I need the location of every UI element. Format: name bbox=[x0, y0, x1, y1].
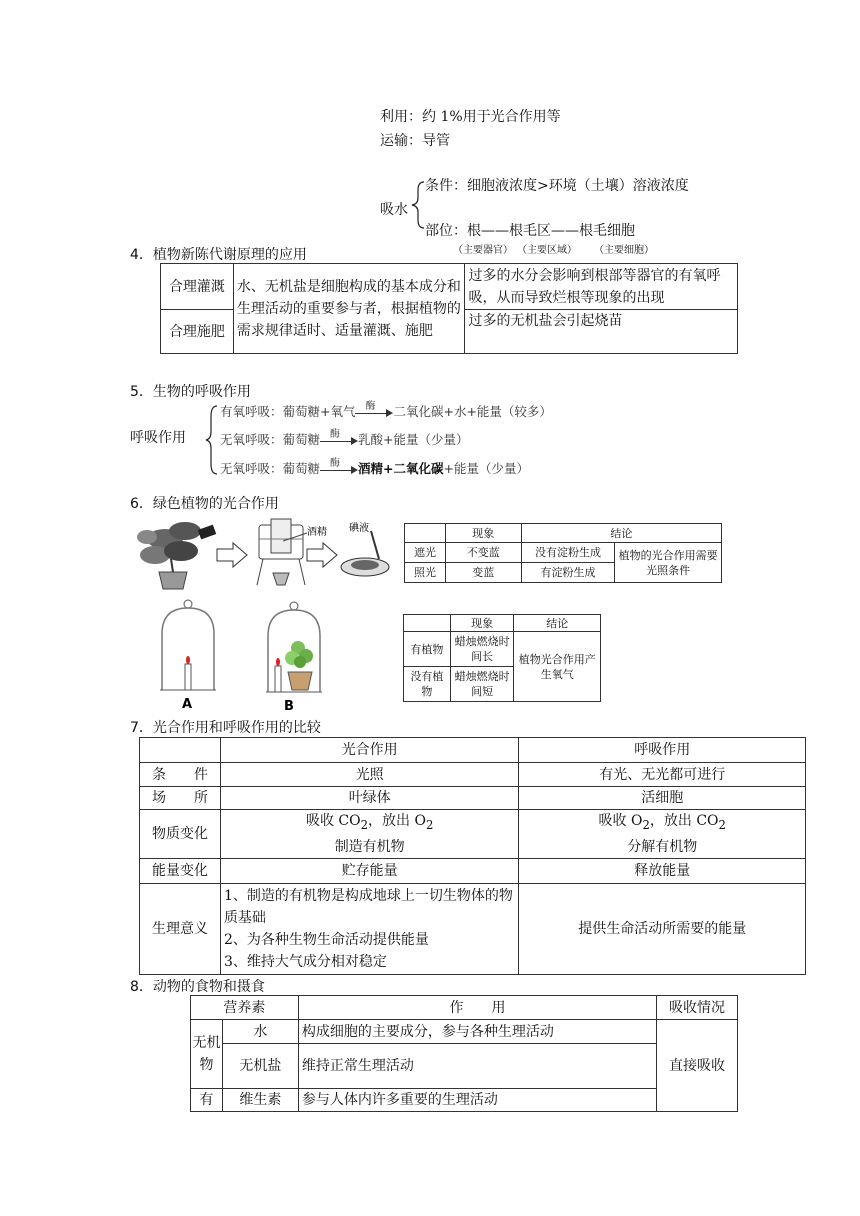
water-condition: 条件：细胞液浓度>环境（土壤）溶液浓度 bbox=[425, 178, 689, 194]
header-function: 作 用 bbox=[298, 996, 656, 1020]
petri-dish-icon bbox=[341, 521, 389, 576]
oxygen-result-table bbox=[403, 614, 601, 702]
function-vitamin: 参与人体内许多重要的生理活动 bbox=[298, 1089, 656, 1112]
aerobic-products: 二氧化碳+水+能量（较多） bbox=[393, 404, 552, 419]
row-label-without-plant: 没有植物 bbox=[404, 667, 451, 702]
inorganic-group-label: 无机物 bbox=[191, 1020, 223, 1089]
enzyme-label: 酶 bbox=[330, 457, 341, 469]
resp-matter: 吸收 $O_2$，放出 $CO_2$ 分解有机物 bbox=[519, 810, 806, 859]
result-shade: 没有淀粉生成 bbox=[521, 543, 615, 563]
resp-energy: 释放能量 bbox=[519, 858, 806, 883]
oxygen-conclusion: 植物光合作用产生氧气 bbox=[514, 632, 601, 702]
enzyme-arrow bbox=[320, 428, 358, 448]
water-absorb-label: 吸水 bbox=[380, 202, 408, 218]
arrow-right-icon bbox=[307, 543, 337, 567]
absorption-direct: 直接吸收 bbox=[657, 1020, 738, 1112]
resp-significance: 提供生命活动所需要的能量 bbox=[519, 883, 806, 974]
water-note-region: （主要区域） bbox=[517, 245, 577, 256]
header-phenomenon: 现象 bbox=[450, 615, 514, 632]
enzyme-arrow bbox=[355, 400, 393, 420]
section-6-heading: 6．绿色植物的光合作用 bbox=[130, 496, 279, 512]
jar-label-a: A bbox=[182, 697, 193, 712]
water-transport-line: 运输：导管 bbox=[380, 133, 450, 149]
table-row bbox=[405, 543, 722, 563]
starch-conclusion: 植物的光合作用需要光照条件 bbox=[615, 543, 722, 583]
section-5-heading: 5．生物的呼吸作用 bbox=[130, 384, 251, 400]
bell-jar-b-icon bbox=[266, 602, 322, 714]
anaerobic-reactants: 无氧呼吸：葡萄糖 bbox=[220, 461, 321, 476]
phenomenon-with-plant: 蜡烛燃烧时间长 bbox=[450, 632, 514, 667]
application-table bbox=[160, 263, 738, 354]
table-row bbox=[191, 1020, 738, 1044]
photo-energy: 贮存能量 bbox=[220, 858, 519, 883]
water-note-cell: （主要细胞） bbox=[594, 245, 654, 256]
row-label-condition: 条 件 bbox=[140, 763, 221, 787]
table-row bbox=[140, 883, 806, 974]
iodine-label: 碘液 bbox=[349, 523, 369, 534]
header-nutrient: 营养素 bbox=[191, 996, 299, 1020]
phenomenon-without-plant: 蜡烛燃烧时间短 bbox=[450, 667, 514, 702]
table-row bbox=[140, 858, 806, 883]
bell-jar-figure bbox=[160, 598, 330, 714]
nutrient-vitamin: 维生素 bbox=[222, 1089, 298, 1112]
alcohol-label: 酒精 bbox=[307, 527, 327, 538]
header-conclusion: 结论 bbox=[521, 524, 721, 543]
aerobic-equation bbox=[220, 402, 552, 420]
row-label-irrigation: 合理灌溉 bbox=[161, 264, 234, 310]
application-basis: 水、无机盐是细胞构成的基本成分和生理活动的重要参与者，根据植物的需求规律适时、适量灌溉、施肥 bbox=[233, 264, 465, 354]
water-use-line: 利用：约 1%用于光合作用等 bbox=[380, 109, 561, 125]
jar-label-b: B bbox=[284, 699, 294, 714]
organic-group-label: 有 bbox=[191, 1089, 223, 1112]
potted-plant-icon bbox=[137, 522, 216, 589]
phenomenon-light: 变蓝 bbox=[445, 563, 521, 583]
nutrient-water: 水 bbox=[222, 1020, 298, 1044]
table-row bbox=[191, 996, 738, 1020]
header-respiration: 呼吸作用 bbox=[519, 738, 806, 763]
table-row bbox=[161, 264, 738, 310]
resp-place: 活细胞 bbox=[519, 787, 806, 810]
enzyme-label: 酶 bbox=[365, 400, 376, 412]
row-label-energy: 能量变化 bbox=[140, 858, 221, 883]
bell-jar-a-icon bbox=[160, 600, 216, 712]
row-label-with-plant: 有植物 bbox=[404, 632, 451, 667]
photo-condition: 光照 bbox=[220, 763, 519, 787]
result-light: 有淀粉生成 bbox=[521, 563, 615, 583]
anaerobic-lactic-equation bbox=[220, 430, 469, 448]
row-label-place: 场 所 bbox=[140, 787, 221, 810]
section-7-heading: 7．光合作用和呼吸作用的比较 bbox=[130, 720, 321, 736]
table-row bbox=[140, 810, 806, 859]
enzyme-label: 酶 bbox=[330, 428, 341, 440]
phenomenon-shade: 不变蓝 bbox=[445, 543, 521, 563]
header-conclusion: 结论 bbox=[514, 615, 601, 632]
enzyme-arrow bbox=[320, 457, 358, 477]
respiration-brace bbox=[204, 404, 220, 476]
table-row bbox=[404, 615, 601, 632]
photo-place: 叶绿体 bbox=[220, 787, 519, 810]
alcohol-energy: +能量（少量） bbox=[443, 461, 529, 476]
water-note-organ: （主要器官） bbox=[453, 245, 513, 256]
table-row bbox=[140, 763, 806, 787]
section-4-heading: 4．植物新陈代谢原理的应用 bbox=[130, 247, 307, 263]
nutrient-salt: 无机盐 bbox=[222, 1044, 298, 1089]
starch-result-table bbox=[404, 523, 722, 583]
row-label-significance: 生理意义 bbox=[140, 883, 221, 974]
irrigation-effect: 过多的水分会影响到根部等器官的有氧呼吸，从而导致烂根等现象的出现 bbox=[465, 264, 738, 310]
section-8-heading: 8．动物的食物和摄食 bbox=[130, 979, 265, 995]
photo-significance: 1、制造的有机物是构成地球上一切生物体的物质基础 2、为各种生物生命活动提供能量 3、维持大气成分相对稳定 bbox=[220, 883, 519, 974]
header-phenomenon: 现象 bbox=[445, 524, 521, 543]
starch-experiment-figure bbox=[133, 517, 403, 591]
function-water: 构成细胞的主要成分，参与各种生理活动 bbox=[298, 1020, 656, 1044]
header-photosynthesis: 光合作用 bbox=[220, 738, 519, 763]
function-salt: 维持正常生理活动 bbox=[298, 1044, 656, 1089]
table-row bbox=[405, 524, 722, 543]
alcohol-products: 酒精+二氧化碳 bbox=[358, 461, 444, 476]
respiration-label: 呼吸作用 bbox=[130, 430, 186, 446]
table-row bbox=[191, 1044, 738, 1089]
photo-matter: 吸收 $CO_2$，放出 $O_2$ 制造有机物 bbox=[220, 810, 519, 859]
water-site: 部位：根——根毛区——根毛细胞 bbox=[425, 223, 635, 239]
header-absorption: 吸收情况 bbox=[657, 996, 738, 1020]
table-row bbox=[404, 632, 601, 667]
row-label-shade: 遮光 bbox=[405, 543, 446, 563]
table-row bbox=[140, 738, 806, 763]
row-label-matter: 物质变化 bbox=[140, 810, 221, 859]
comparison-table bbox=[139, 737, 806, 975]
anaerobic-reactants: 无氧呼吸：葡萄糖 bbox=[220, 432, 321, 447]
row-label-light: 照光 bbox=[405, 563, 446, 583]
row-label-fertilizing: 合理施肥 bbox=[161, 310, 234, 354]
fertilizing-effect: 过多的无机盐会引起烧苗 bbox=[465, 310, 738, 354]
nutrient-table bbox=[190, 995, 738, 1112]
arrow-right-icon bbox=[217, 543, 247, 567]
table-row bbox=[191, 1089, 738, 1112]
table-row bbox=[140, 787, 806, 810]
resp-condition: 有光、无光都可进行 bbox=[519, 763, 806, 787]
aerobic-reactants: 有氧呼吸：葡萄糖+氧气 bbox=[220, 404, 356, 419]
anaerobic-alcohol-equation bbox=[220, 459, 529, 477]
lactic-products: 乳酸+能量（少量） bbox=[358, 432, 469, 447]
